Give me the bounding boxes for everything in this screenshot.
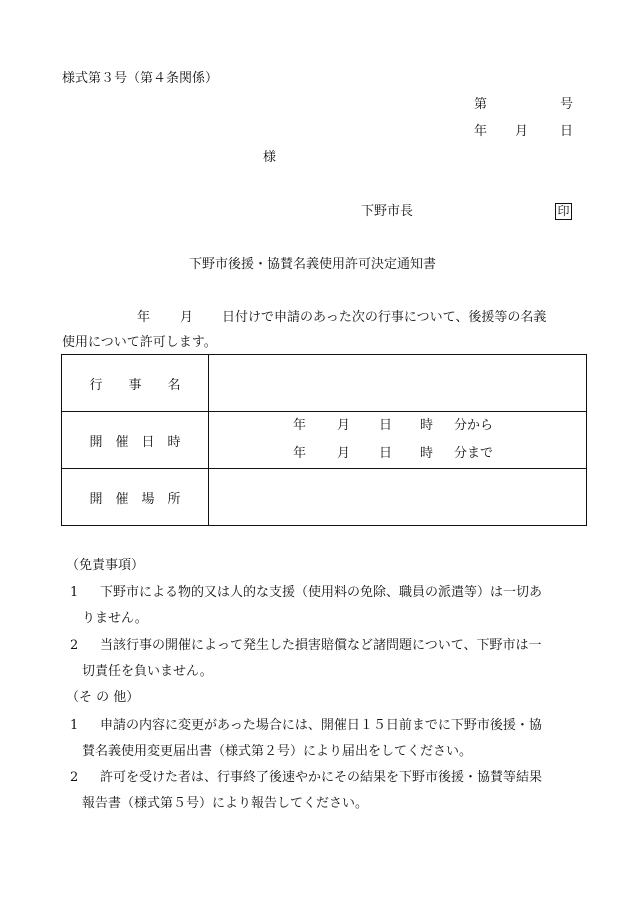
event-venue-label: 開 催 場 所 [89, 491, 181, 507]
datetime-to-line [293, 445, 507, 463]
to-year: 年 [293, 446, 307, 461]
other-item-2 [70, 765, 580, 817]
event-datetime-value[interactable] [209, 412, 587, 469]
to-month: 月 [337, 446, 351, 461]
seal-mark: 印 [555, 203, 572, 220]
issuer: 下野市長 [361, 204, 414, 219]
table-row [62, 469, 587, 526]
from-hour: 時 [420, 418, 434, 433]
table-row [62, 412, 587, 469]
event-info-table [61, 354, 587, 526]
disclaimer-item-1 [70, 580, 580, 632]
table-row [62, 355, 587, 412]
date-month: 月 [515, 124, 529, 139]
document-title: 下野市後援・協賛名義使用許可決定通知書 [189, 257, 437, 272]
disclaimer-item-2 [70, 633, 580, 685]
from-month: 月 [337, 418, 351, 433]
item-line2: 報告書（様式第５号）により報告してください。 [82, 796, 369, 811]
other-item-1 [70, 713, 580, 765]
event-name-label: 行 事 名 [89, 377, 181, 393]
item-line1: 当該行事の開催によって発生した損害賠償など諸問題について、下野市は一 [100, 638, 542, 653]
event-datetime-label-cell [62, 412, 209, 469]
from-year: 年 [293, 418, 307, 433]
body-year: 年 [137, 310, 151, 325]
from-day: 日 [379, 418, 393, 433]
item-line1: 申請の内容に変更があった場合には、開催日１５日前までに下野市後援・協 [100, 718, 542, 733]
item-line2: 切責任を負いません。 [82, 664, 213, 679]
item-line2: 賛名義使用変更届出書（様式第２号）により届出をしてください。 [82, 744, 473, 759]
to-minute: 分まで [454, 446, 494, 461]
date-day: 日 [560, 124, 574, 139]
item-line1: 下野市による物的又は人的な支援（使用料の免除、職員の派遣等）は一切あ [100, 585, 543, 600]
event-venue-value[interactable] [209, 469, 587, 526]
from-minute: 分から [454, 418, 494, 433]
item-number: 2 [70, 638, 79, 653]
item-number: 2 [70, 770, 79, 785]
addressee-suffix: 様 [263, 150, 277, 165]
item-number: 1 [70, 718, 79, 733]
event-name-value[interactable] [209, 355, 587, 412]
body-line2: 使用について許可します。 [62, 335, 217, 350]
datetime-from-line [293, 417, 507, 435]
body-line1: 日付けで申請のあった次の行事について、後援等の名義 [222, 310, 547, 325]
disclaimer-heading: （免責事項） [66, 558, 145, 573]
event-datetime-label: 開 催 日 時 [89, 434, 181, 450]
to-day: 日 [379, 446, 393, 461]
item-number: 1 [70, 585, 79, 600]
event-name-label-cell [62, 355, 209, 412]
item-line1: 許可を受けた者は、行事終了後速やかにその結果を下野市後援・協賛等結果 [100, 770, 543, 785]
to-hour: 時 [420, 446, 434, 461]
body-month: 月 [180, 310, 194, 325]
form-label: 様式第３号（第４条関係） [62, 71, 219, 86]
item-line2: りません。 [82, 611, 148, 626]
date-year: 年 [474, 124, 488, 139]
other-heading: （そ の 他） [66, 690, 140, 705]
number-prefix: 第 [474, 97, 488, 112]
number-suffix: 号 [560, 97, 574, 112]
event-venue-label-cell [62, 469, 209, 526]
